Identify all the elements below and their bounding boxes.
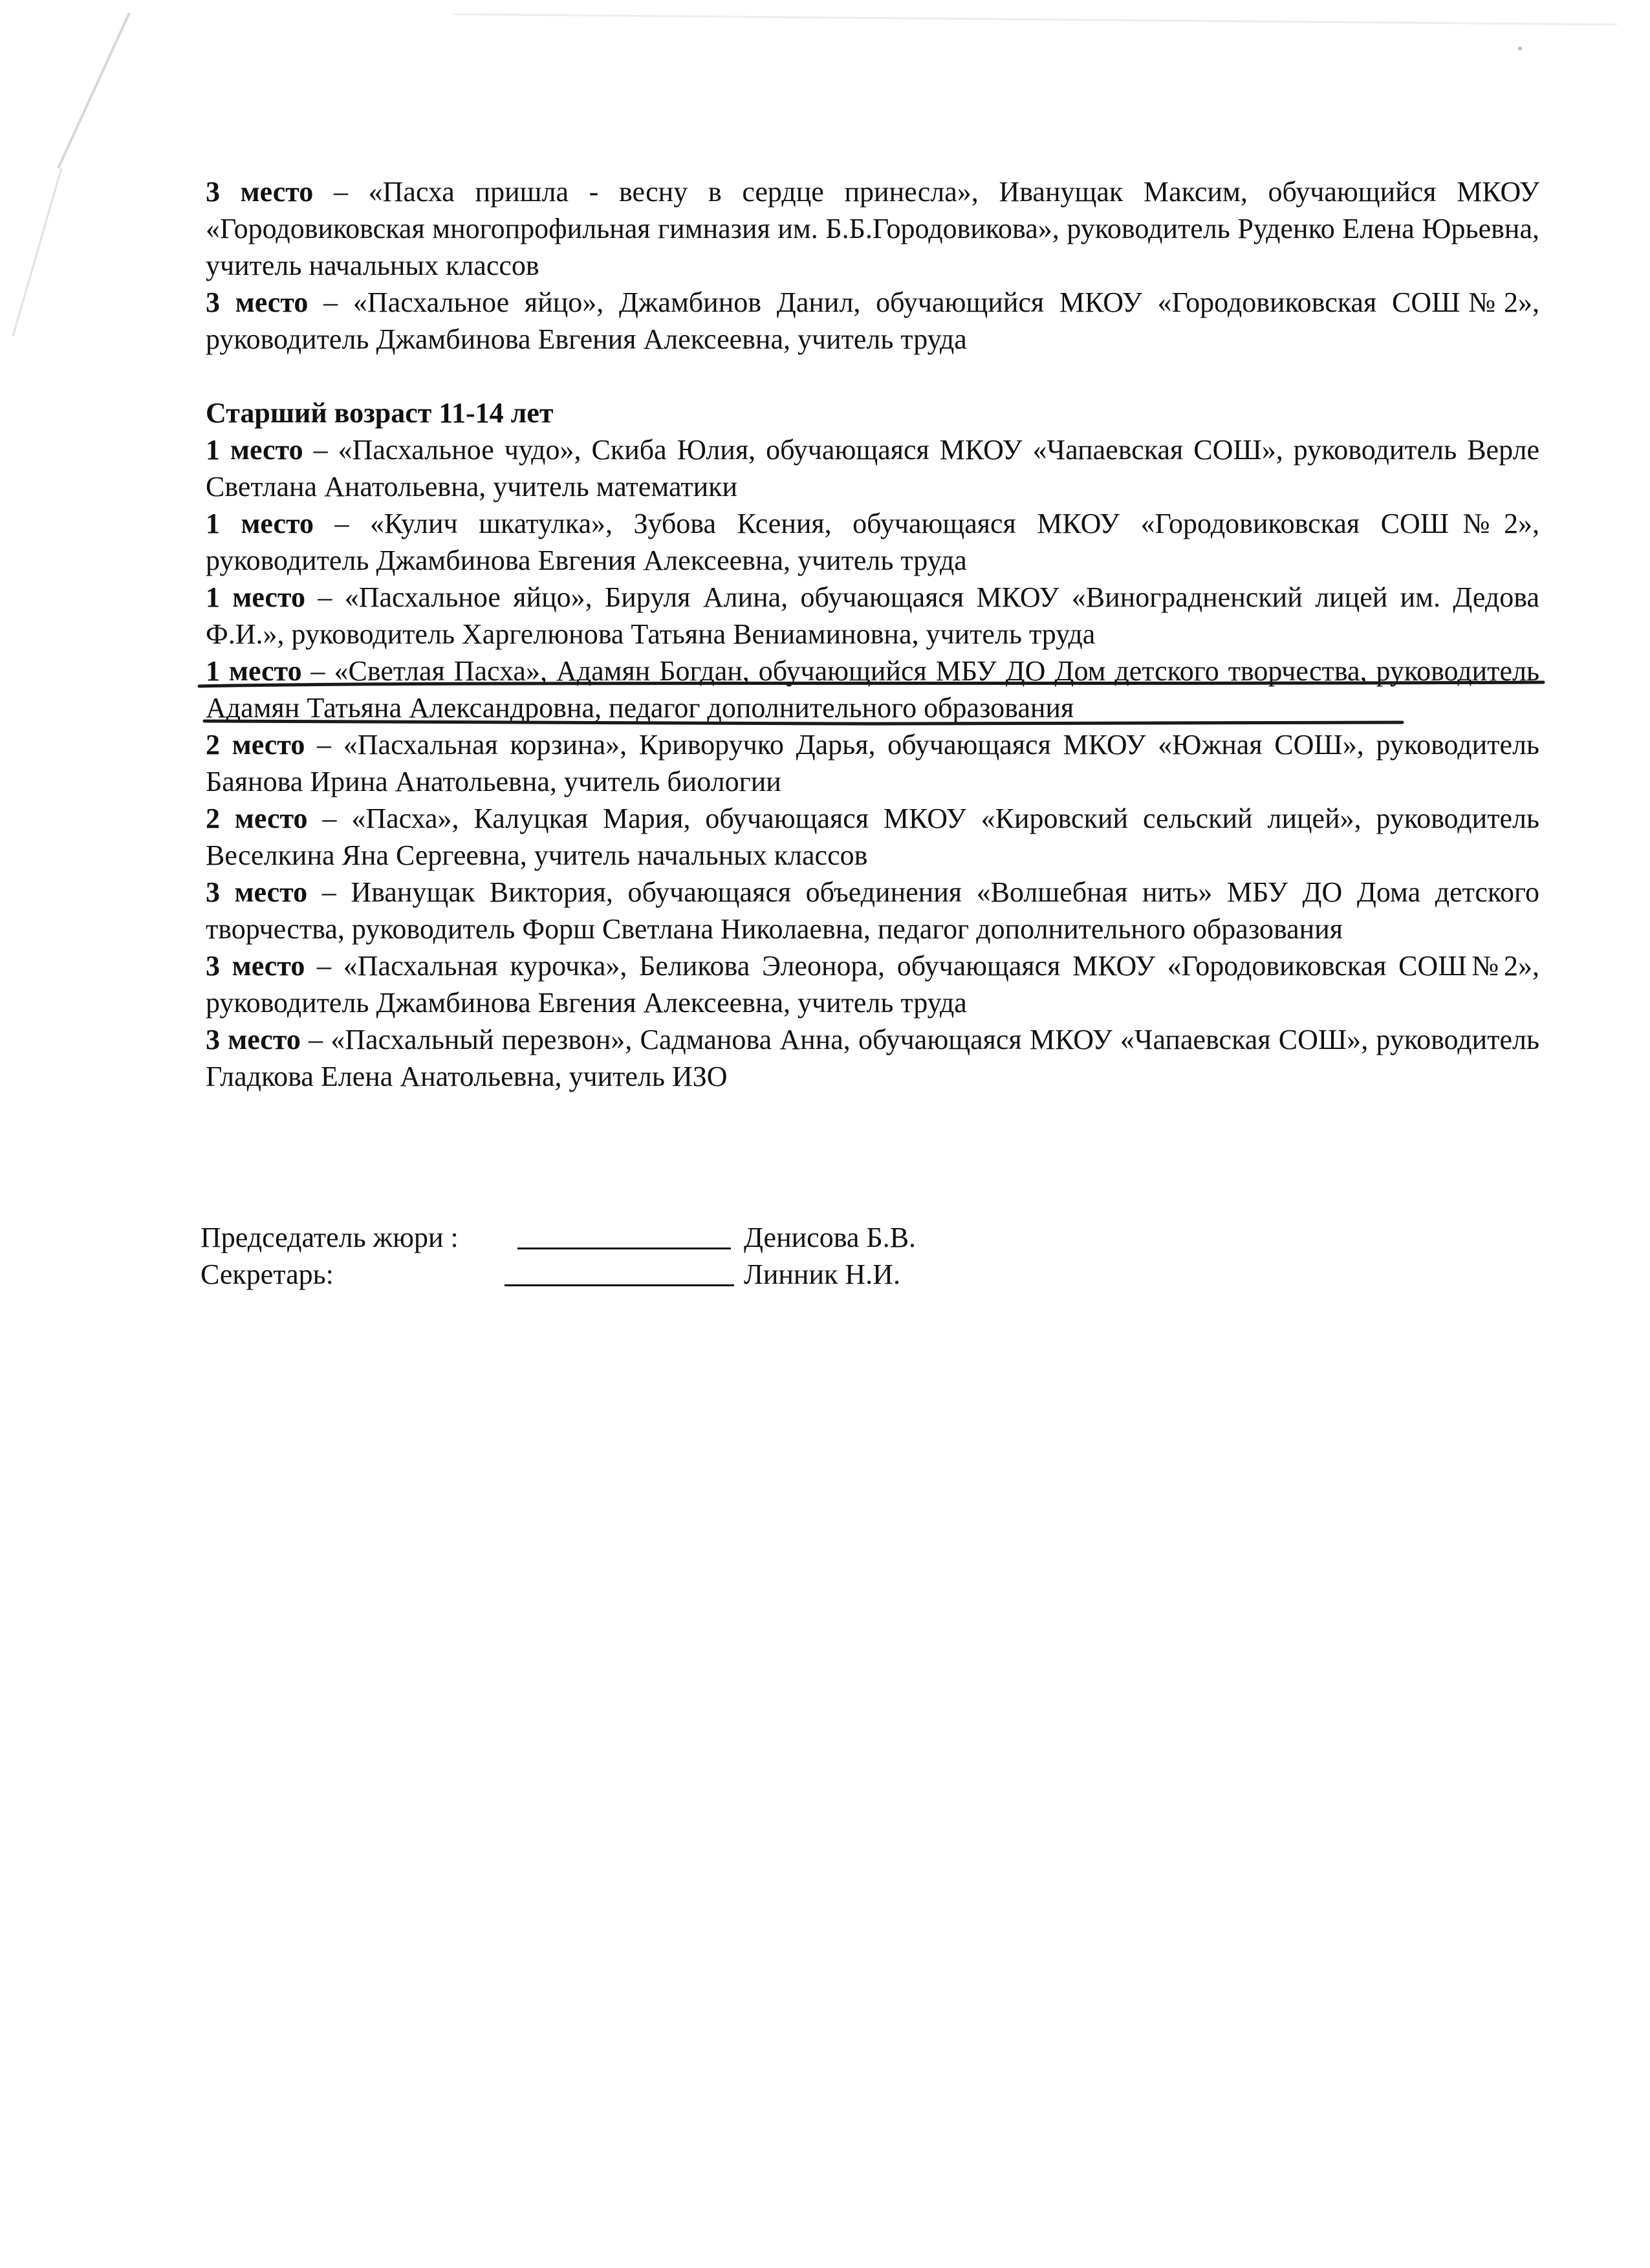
entry-place: 2 место <box>206 729 305 761</box>
entry-text: – «Пасхальная корзина», Криворучко Дарья, обучающаяся МКОУ «Южная СОШ», руководитель Баянова Ирина Анатольевна, учитель биологии <box>206 729 1539 797</box>
entry-paragraph <box>206 505 1539 579</box>
entry-text: – «Пасхальное чудо», Скиба Юлия, обучающаяся МКОУ «Чапаевская СОШ», руководитель Верле Светлана Анатольевна, учитель математики <box>206 434 1539 502</box>
secretary-signature-row <box>201 1256 1041 1293</box>
entry-text: – «Пасха», Калуцкая Мария, обучающаяся МКОУ «Кировский сельский лицей», руководитель Веселкина Яна Сергеевна, учитель начальных классов <box>206 803 1540 871</box>
entry-text: – «Пасхальный перезвон», Садманова Анна, обучающаяся МКОУ «Чапаевская СОШ», руководитель Гладкова Елена Анатольевна, учитель ИЗО <box>206 1024 1539 1092</box>
entry-text: – Иванущак Виктория, обучающаяся объединения «Волшебная нить» МБУ ДО Дома детского творчества, руководитель Форш Светлана Николаевна, педагог дополнительного образования <box>206 876 1539 945</box>
entry-text: – «Пасхальная курочка», Беликова Элеонора, обучающаяся МКОУ «Городовиковская СОШ№2», руководитель Джамбинова Евгения Алексеевна, учитель труда <box>206 950 1539 1019</box>
entry-place: 3 место <box>206 950 305 982</box>
entry-paragraph <box>206 800 1539 874</box>
entry-text: – «Пасхальное яйцо», Бируля Алина, обучающаяся МКОУ «Виноградненский лицей им. Дедова Ф.И.», руководитель Харгелюнова Татьяна Вениаминовна, учитель труда <box>206 581 1539 650</box>
entry-place: 3 место <box>206 1024 301 1055</box>
signature-line <box>517 1247 731 1249</box>
signature-block <box>201 1219 1041 1293</box>
section-title: Старший возраст 11-14 лет <box>206 397 554 429</box>
secretary-name: Линник Н.И. <box>744 1258 900 1290</box>
entry-place: 3 место <box>206 286 309 318</box>
signature-line <box>505 1284 734 1286</box>
entry-place: 1 место <box>206 655 302 687</box>
pen-underline-marks <box>199 653 1545 730</box>
entry-paragraph <box>206 726 1539 800</box>
entry-paragraph <box>206 874 1539 947</box>
entry-place: 1 место <box>206 434 303 466</box>
entry-place: 2 место <box>206 803 308 834</box>
entry-paragraph <box>206 284 1539 358</box>
spacer <box>206 358 1539 394</box>
entry-place: 1 место <box>206 581 305 613</box>
chair-name: Денисова Б.В. <box>744 1222 917 1253</box>
junior-results-continued <box>206 173 1539 358</box>
entry-text: – «Светлая Пасха», Адамян Богдан, обучающийся МБУ ДО Дом детского творчества, руководитель Адамян Татьяна Александровна, педагог дополнительного образования <box>206 655 1539 724</box>
entry-paragraph <box>206 431 1539 505</box>
entry-paragraph <box>206 1021 1539 1095</box>
entry-paragraph <box>206 579 1539 653</box>
entry-paragraph <box>206 173 1539 284</box>
entry-text: – «Пасхальное яйцо», Джамбинов Данил, обучающийся МКОУ «Городовиковская СОШ№2», руководитель Джамбинова Евгения Алексеевна, учитель труда <box>206 286 1539 355</box>
chair-role: Председатель жюри : <box>201 1222 459 1253</box>
hand-underlined-entry <box>206 653 1539 726</box>
entry-place: 3 место <box>206 176 314 208</box>
entry-place: 3 место <box>206 876 308 908</box>
chair-signature-row <box>201 1219 1041 1256</box>
entry-paragraph <box>206 947 1539 1021</box>
secretary-role: Секретарь: <box>201 1258 334 1290</box>
senior-results <box>206 431 1539 1095</box>
entry-text: – «Кулич шкатулка», Зубова Ксения, обучающаяся МКОУ «Городовиковская СОШ№2», руководитель Джамбинова Евгения Алексеевна, учитель труда <box>206 508 1539 576</box>
entry-text: – «Пасха пришла - весну в сердце принесла», Иванущак Максим, обучающийся МКОУ «Городовиковская многопрофильная гимназия им. Б.Б.Городовикова», руководитель Руденко Елена Юрьевна, учитель начальных классов <box>206 176 1539 281</box>
document-body <box>206 173 1539 1095</box>
entry-place: 1 место <box>206 508 314 539</box>
